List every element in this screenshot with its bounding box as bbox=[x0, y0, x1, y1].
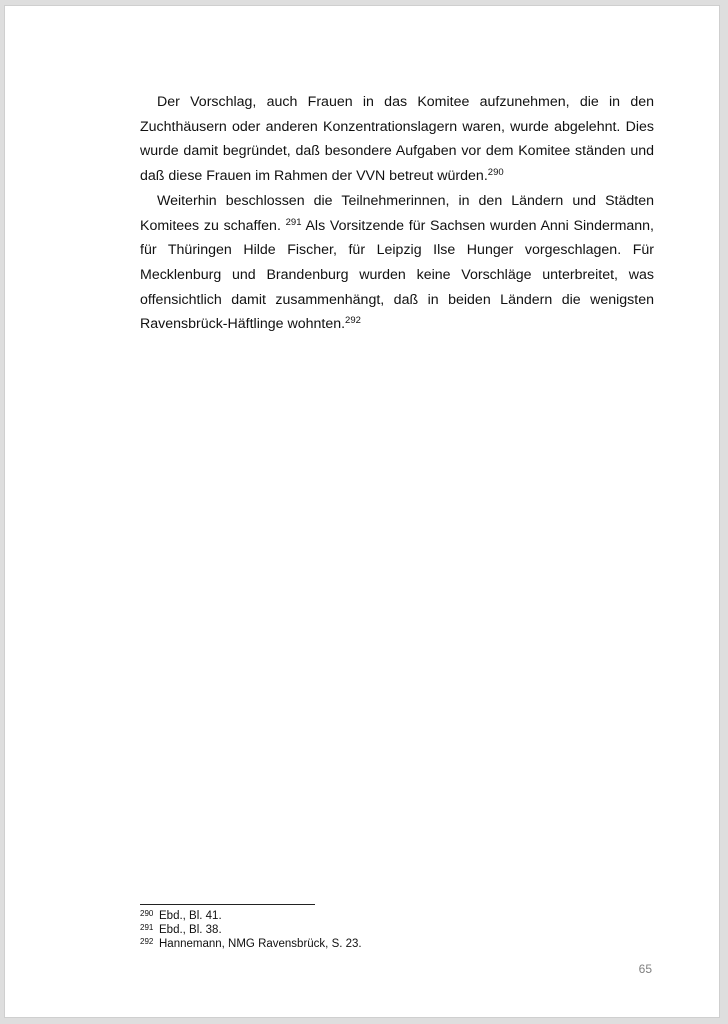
document-page bbox=[4, 5, 720, 1018]
footnote: 291 Ebd., Bl. 38. bbox=[140, 923, 222, 936]
paragraph-text: Weiterhin beschlossen die Teilnehmerinnen, in den Ländern und Städten Komitees zu schaffen. bbox=[140, 192, 654, 234]
footnote: 290 Ebd., Bl. 41. bbox=[140, 909, 222, 922]
footnote: 292 Hannemann, NMG Ravensbrück, S. 23. bbox=[140, 937, 362, 950]
paragraph-text: Der Vorschlag, auch Frauen in das Komitee aufzunehmen, die in den Zuchthäusern oder anderen Konzentrationslagern waren, wurde abgelehnt. Dies wurde damit begründet, daß besondere Aufgaben vor dem Komitee ständen und daß diese Frauen im Rahmen der VVN betreut würden. bbox=[140, 94, 654, 185]
paragraph bbox=[140, 189, 654, 337]
paragraph-text: Als Vorsitzende für Sachsen wurden Anni Sindermann, für Thüringen Hilde Fischer, für Leipzig Ilse Hunger vorgeschlagen. Für Mecklenburg und Brandenburg wurden keine Vorschläge unterbreitet, was offensichtlich damit zusammenhängt, daß in beiden Ländern die wenigsten Ravensbrück-Häftlinge wohnten. bbox=[140, 217, 655, 333]
footnotes bbox=[140, 909, 654, 951]
paragraph bbox=[140, 90, 654, 189]
footnote-text: Ebd., Bl. 38. bbox=[159, 924, 222, 936]
footnote-text: Ebd., Bl. 41. bbox=[159, 910, 222, 922]
footnote-reference[interactable]: 292 bbox=[345, 315, 361, 327]
footnote-separator bbox=[140, 904, 315, 905]
footnote-text: Hannemann, NMG Ravensbrück, S. 23. bbox=[159, 938, 362, 950]
footnote-reference[interactable]: 291 bbox=[285, 216, 302, 228]
footnote-reference[interactable]: 290 bbox=[487, 167, 504, 179]
body-text bbox=[140, 90, 654, 337]
page-number: 65 bbox=[638, 962, 652, 976]
